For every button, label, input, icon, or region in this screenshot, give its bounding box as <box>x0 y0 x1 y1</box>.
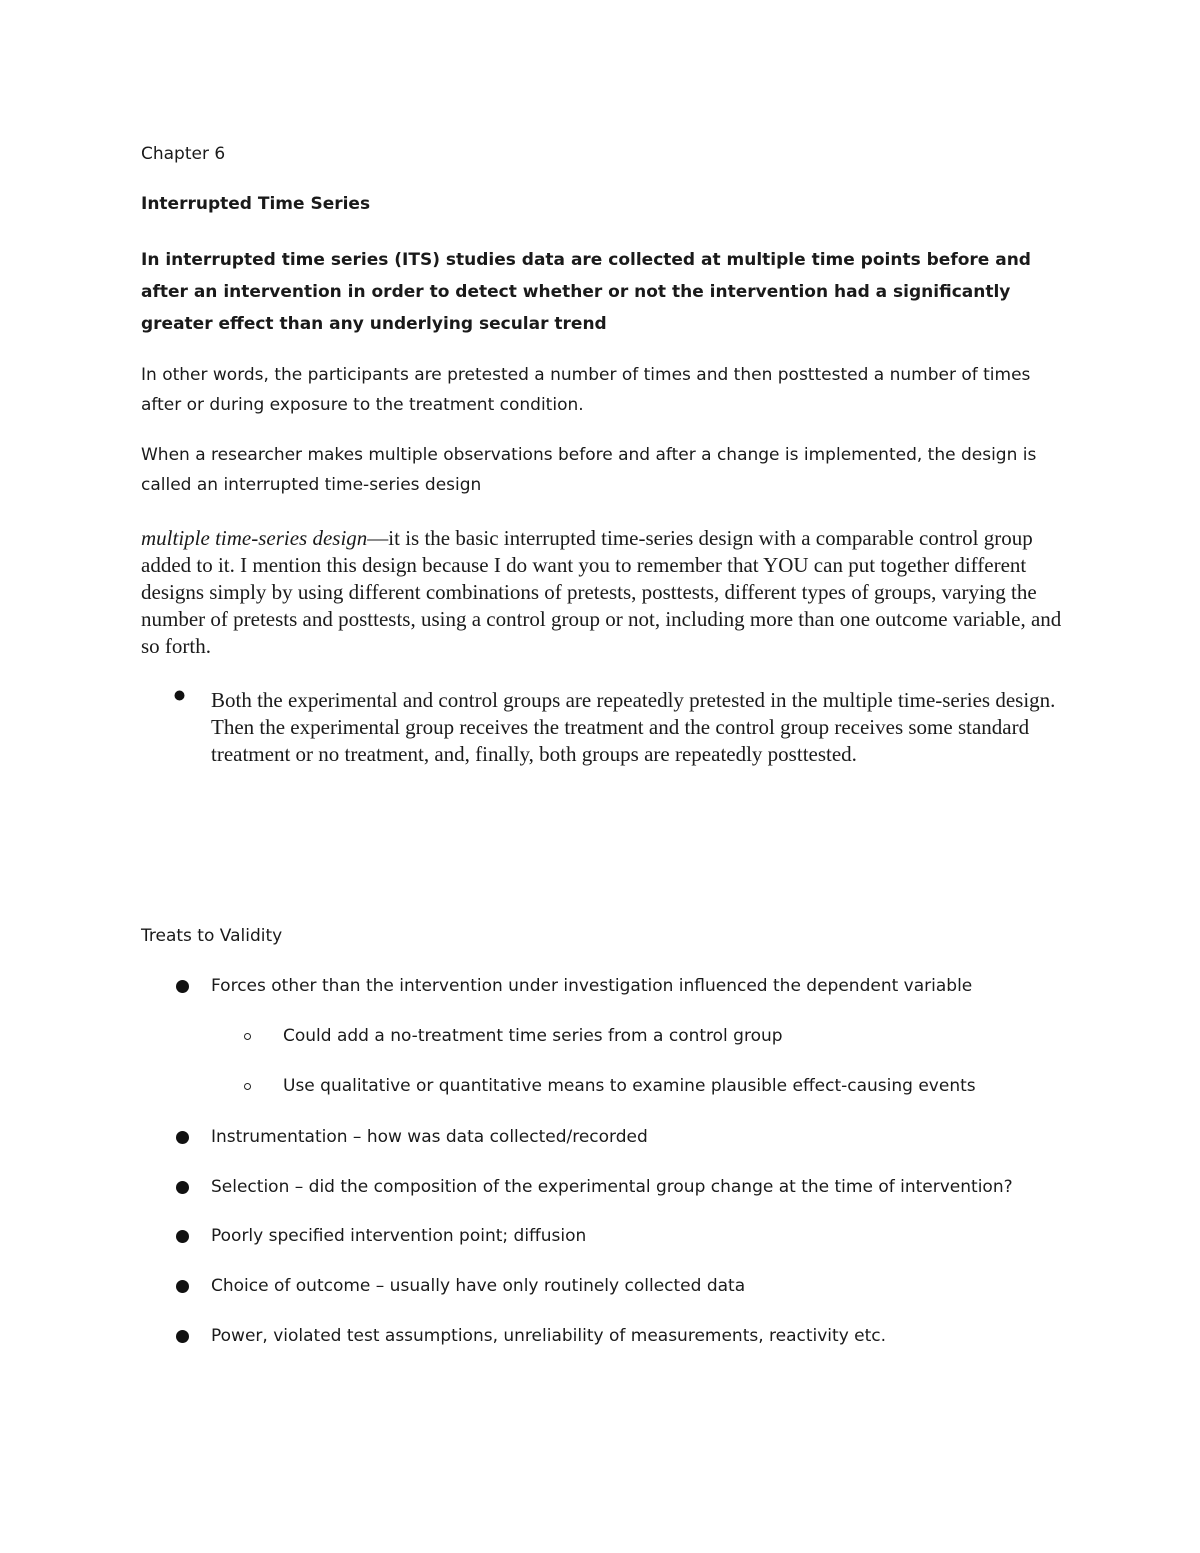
multiple-time-series-paragraph <box>141 525 1066 660</box>
bullet-dot-icon <box>176 980 189 993</box>
bullet-dot-icon <box>176 1230 189 1243</box>
researcher-paragraph: When a researcher makes multiple observations before and after a change is implemented, the design is called an interrupted time-series design <box>141 445 1037 495</box>
bullet-dot-icon <box>176 1330 189 1343</box>
other-words-paragraph: In other words, the participants are pretested a number of times and then posttested a number of times after or during exposure to the treatment condition. <box>141 365 1031 415</box>
bullet-dot-icon <box>176 1181 189 1194</box>
threat-subitem-qualitative: Use qualitative or quantitative means to examine plausible effect-causing events <box>283 1076 976 1096</box>
bullet-dot-icon <box>176 1131 189 1144</box>
multiple-time-series-bullet: Both the experimental and control groups are repeatedly pretested in the multiple time-series design. Then the experimental group receives the treatment and the control group receives some standard treatment or no treatment, and, finally, both groups are repeatedly posttested. <box>211 688 1056 766</box>
threat-item-intervention-point: Poorly specified intervention point; diffusion <box>211 1226 587 1246</box>
bullet-dot-icon <box>172 688 187 703</box>
section-title: Interrupted Time Series <box>141 194 371 214</box>
bullet-circle-icon <box>244 1083 251 1090</box>
threat-item-selection: Selection – did the composition of the experimental group change at the time of intervention? <box>211 1177 1013 1197</box>
bullet-circle-icon <box>244 1033 251 1040</box>
threat-item-forces: Forces other than the intervention under investigation influenced the dependent variable <box>211 976 973 996</box>
multiple-time-series-description: —it is the basic interrupted time-series design with a comparable control group added to it. I mention this design because I do want you to remember that YOU can put together different designs simply by using different combinations of pretests, posttests, different types of groups, varying the number of pretests and posttests, using a control group or not, including more than one outcome variable, and so forth. <box>141 526 1062 658</box>
its-definition-paragraph: In interrupted time series (ITS) studies data are collected at multiple time points before and after an intervention in order to detect whether or not the intervention had a significantly greater effect than any underlying secular trend <box>141 250 1031 334</box>
threat-item-outcome: Choice of outcome – usually have only routinely collected data <box>211 1276 746 1296</box>
threat-item-instrumentation: Instrumentation – how was data collected/recorded <box>211 1127 648 1147</box>
threat-item-power: Power, violated test assumptions, unreliability of measurements, reactivity etc. <box>211 1326 887 1346</box>
threat-subitem-control-group: Could add a no-treatment time series from a control group <box>283 1026 783 1046</box>
threats-title: Treats to Validity <box>141 926 283 946</box>
multiple-time-series-term: multiple time-series design <box>141 526 368 550</box>
chapter-label: Chapter 6 <box>141 144 226 164</box>
bullet-dot-icon <box>176 1280 189 1293</box>
